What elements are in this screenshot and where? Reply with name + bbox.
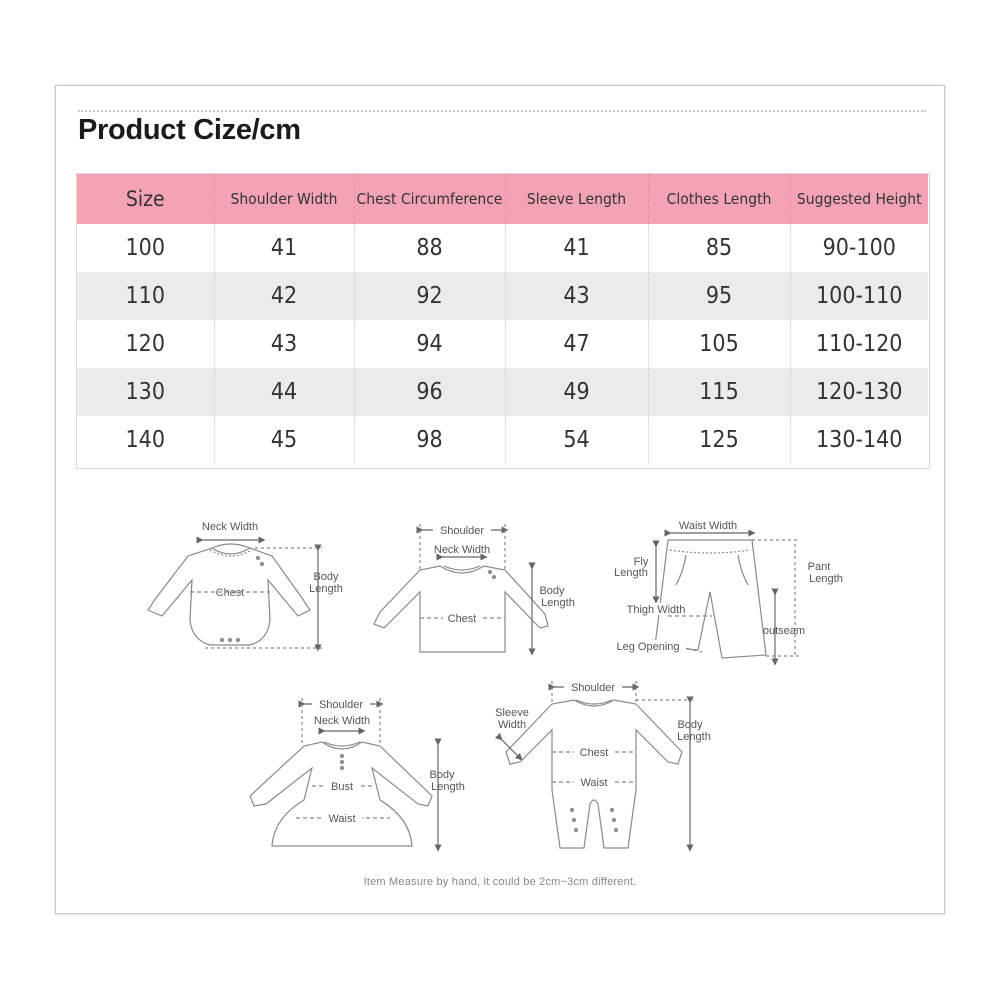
cell-chest: 98 xyxy=(354,416,505,464)
cell-sleeve: 54 xyxy=(505,416,648,464)
label-pant-length-2: Length xyxy=(809,573,843,585)
label-body-length: Body xyxy=(429,769,455,781)
label-fly-length: Fly xyxy=(633,556,649,568)
header-sleeve-length: Sleeve Length xyxy=(505,174,648,224)
cell-clothes-length: 105 xyxy=(648,320,790,368)
cell-sleeve: 49 xyxy=(505,368,648,416)
header-size: Size xyxy=(77,174,214,224)
cell-clothes-length: 85 xyxy=(648,224,790,272)
cell-clothes-length: 125 xyxy=(648,416,790,464)
cell-chest: 92 xyxy=(354,272,505,320)
cell-height: 110-120 xyxy=(790,320,928,368)
label-waist: Waist xyxy=(580,777,608,789)
cell-shoulder: 44 xyxy=(214,368,354,416)
label-waist-width: Waist Width xyxy=(678,520,738,532)
label-fly-length-2: Length xyxy=(614,567,648,579)
label-sleeve-width: Sleeve xyxy=(495,707,529,719)
cell-shoulder: 41 xyxy=(214,224,354,272)
cell-chest: 88 xyxy=(354,224,505,272)
label-waist: Waist xyxy=(328,813,356,825)
label-chest: Chest xyxy=(215,587,245,599)
label-chest: Chest xyxy=(579,747,609,759)
cell-size: 140 xyxy=(77,416,214,464)
label-body-length-2: Length xyxy=(431,781,465,793)
label-body-length: Body xyxy=(539,585,565,597)
label-bust: Bust xyxy=(330,781,354,793)
label-body-length-2: Length xyxy=(677,731,711,743)
label-shoulder: Shoulder xyxy=(570,682,616,694)
cell-height: 120-130 xyxy=(790,368,928,416)
page-title: Product Cize/cm xyxy=(78,114,301,146)
romper-diagram xyxy=(497,681,694,848)
cell-sleeve: 41 xyxy=(505,224,648,272)
header-clothes-length: Clothes Length xyxy=(648,174,790,224)
label-body-length-2: Length xyxy=(309,583,343,595)
cell-height: 100-110 xyxy=(790,272,928,320)
label-outseam: outseam xyxy=(762,625,806,637)
label-body-length-2: Length xyxy=(541,597,575,609)
cell-height: 130-140 xyxy=(790,416,928,464)
label-neck-width: Neck Width xyxy=(201,521,259,533)
cell-shoulder: 43 xyxy=(214,320,354,368)
cell-shoulder: 42 xyxy=(214,272,354,320)
header-shoulder-width: Shoulder Width xyxy=(214,174,354,224)
cell-chest: 94 xyxy=(354,320,505,368)
cell-shoulder: 45 xyxy=(214,416,354,464)
label-neck-width: Neck Width xyxy=(433,544,491,556)
label-body-length: Body xyxy=(677,719,703,731)
header-chest-circumference: Chest Circumference xyxy=(354,174,505,224)
cell-chest: 96 xyxy=(354,368,505,416)
label-shoulder: Shoulder xyxy=(318,699,364,711)
cell-sleeve: 47 xyxy=(505,320,648,368)
label-thigh-width: Thigh Width xyxy=(626,604,686,616)
label-sleeve-width-2: Width xyxy=(497,719,527,731)
label-body-length: Body xyxy=(313,571,339,583)
cell-size: 120 xyxy=(77,320,214,368)
header-suggested-height: Suggested Height xyxy=(790,174,928,224)
cell-size: 130 xyxy=(77,368,214,416)
cell-size: 100 xyxy=(77,224,214,272)
label-pant-length: Pant xyxy=(807,561,831,573)
measurement-note: Item Measure by hand, it could be 2cm~3cm different. xyxy=(363,876,637,888)
label-shoulder: Shoulder xyxy=(439,525,485,537)
cell-sleeve: 43 xyxy=(505,272,648,320)
cell-clothes-length: 115 xyxy=(648,368,790,416)
label-neck-width: Neck Width xyxy=(313,715,371,727)
label-chest: Chest xyxy=(447,613,477,625)
cell-size: 110 xyxy=(77,272,214,320)
cell-height: 90-100 xyxy=(790,224,928,272)
cell-clothes-length: 95 xyxy=(648,272,790,320)
label-leg-opening: Leg Opening xyxy=(616,641,680,653)
